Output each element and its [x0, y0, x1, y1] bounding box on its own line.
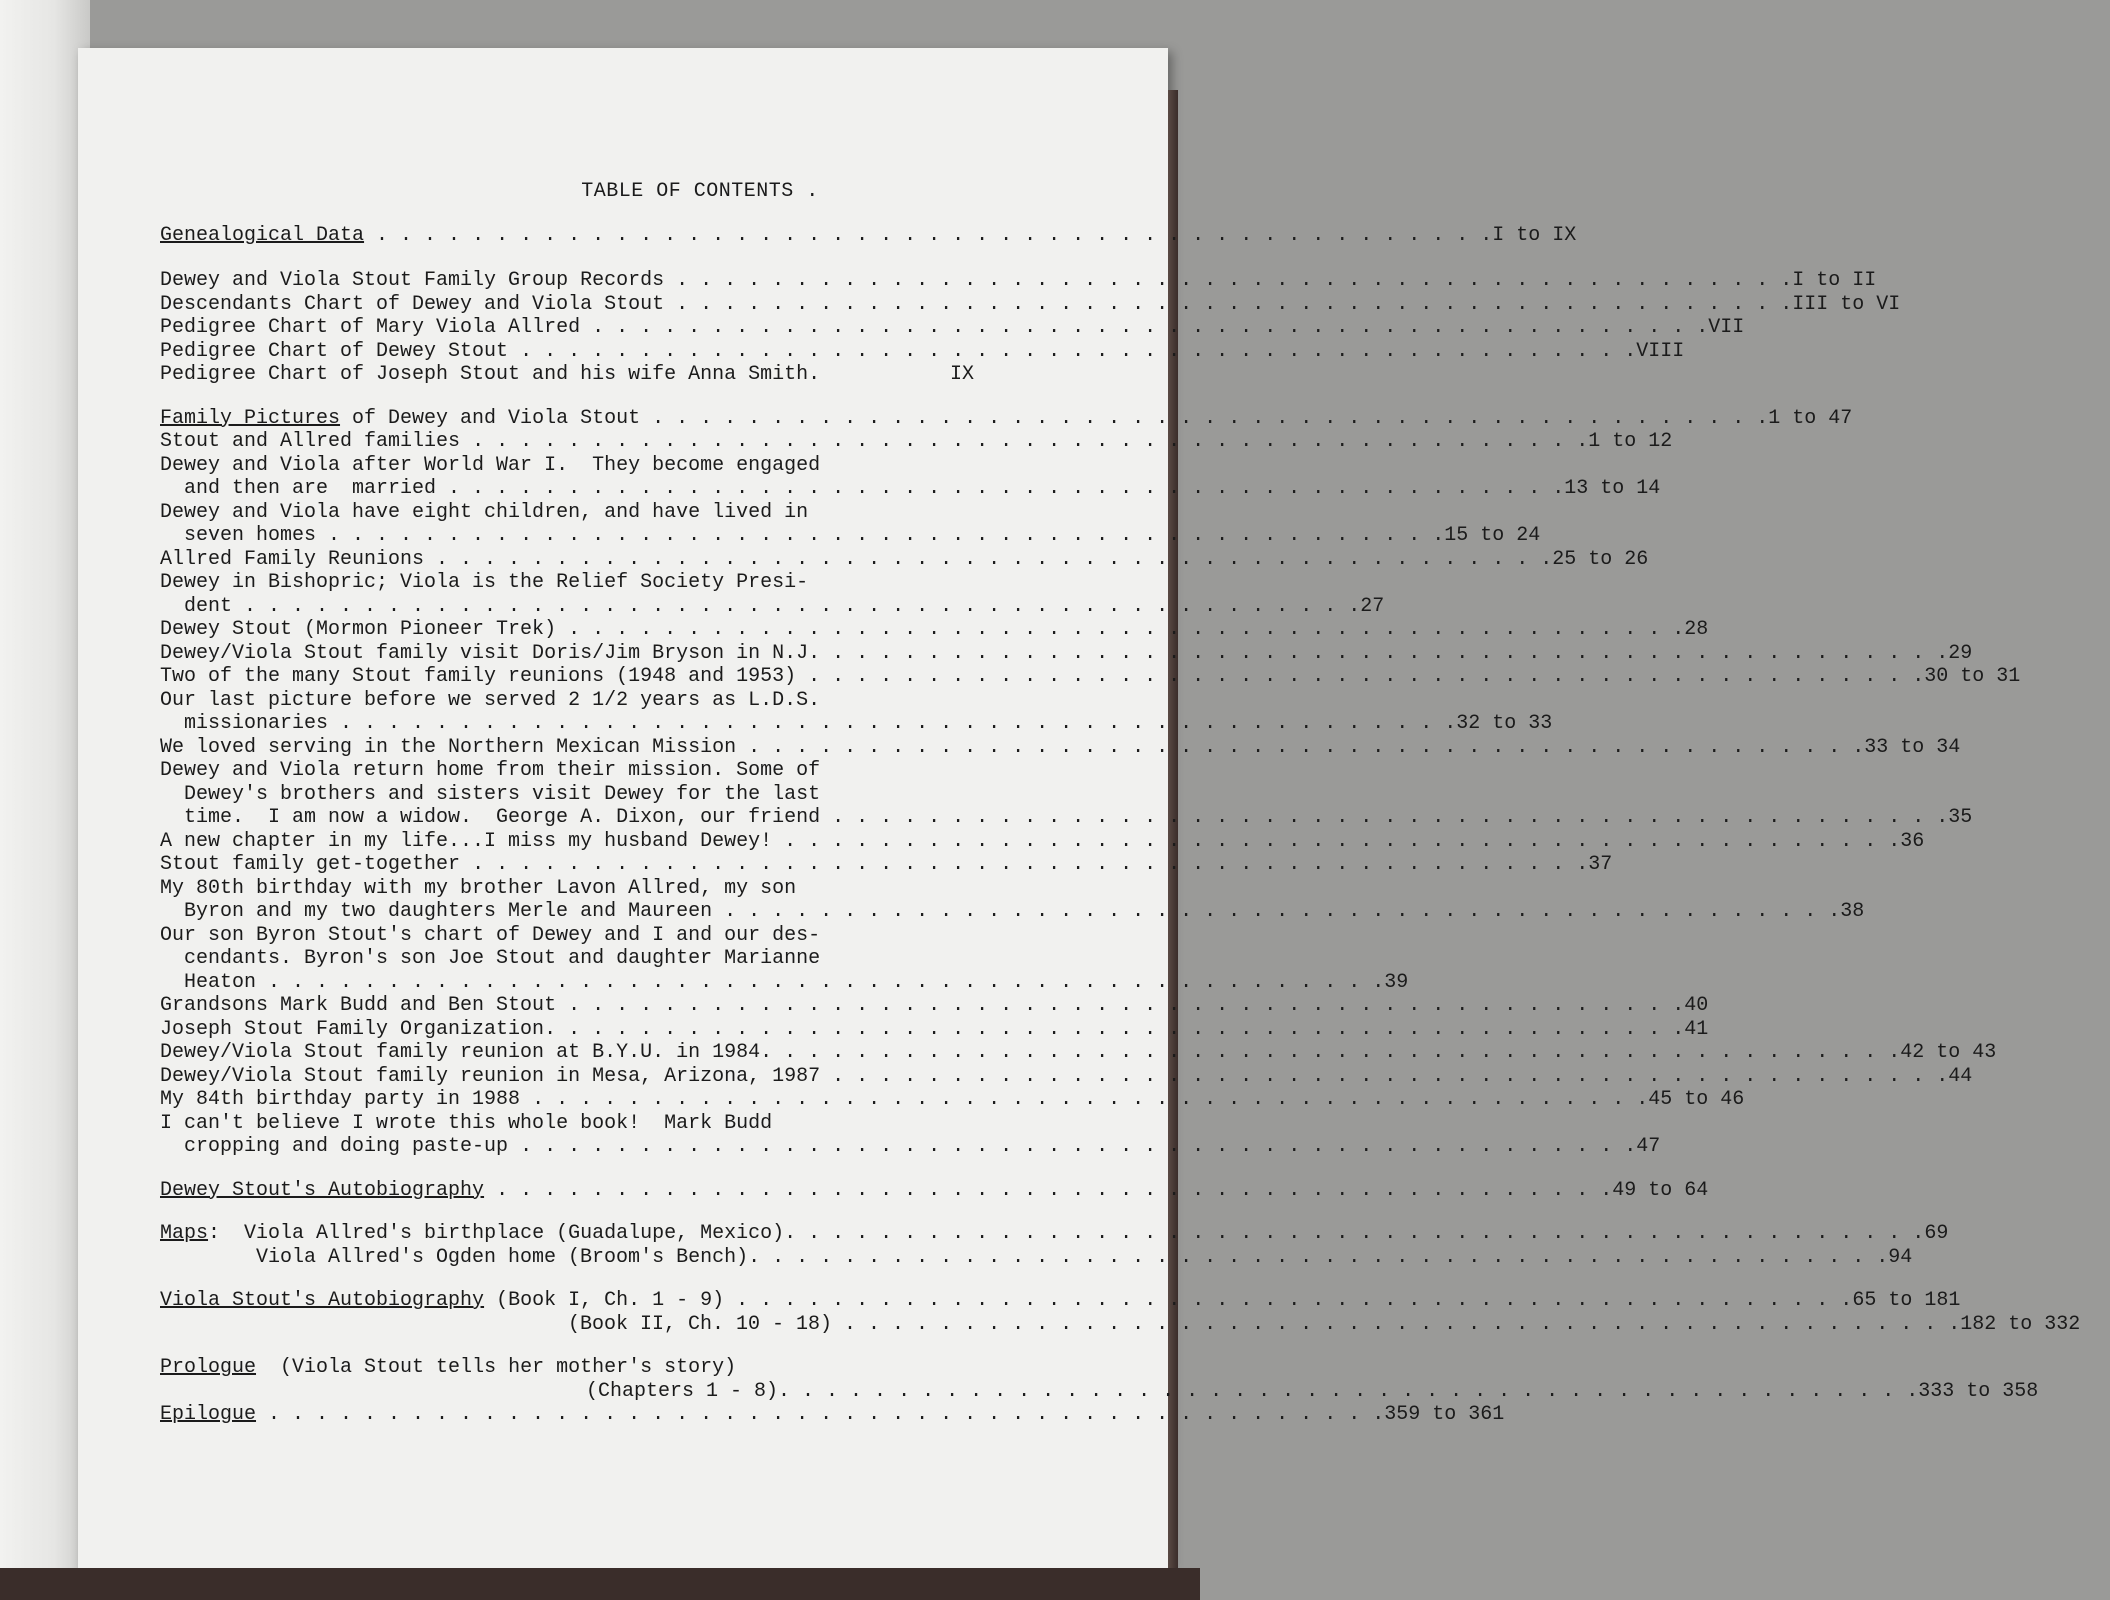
- entry-pages: 65 to 181: [1852, 1289, 1961, 1312]
- entry-text: Viola Allred's birthplace (Guadalupe, Mexico).: [244, 1222, 797, 1245]
- entry-text: Pedigree Chart of Joseph Stout and his wife Anna Smith.: [160, 363, 821, 386]
- entry-line: [160, 1041, 1997, 1065]
- section-heading: [160, 1356, 1100, 1380]
- entry-pages: III to VI: [1792, 292, 1901, 316]
- toc-entry: [160, 500, 1541, 548]
- toc-entry: [160, 1088, 1745, 1112]
- heading-label: Prologue: [160, 1356, 257, 1379]
- entry-text: Descendants Chart of Dewey and Viola Stout . . .: [160, 293, 1792, 317]
- section-heading: [160, 406, 1853, 431]
- entry-pages: 40: [1684, 994, 1709, 1017]
- entry-pages: 35: [1948, 806, 1973, 829]
- entry-text: I can't believe I wrote this whole book! Mark Budd: [160, 1111, 773, 1135]
- toc-entry: Maps: Viola Allred's birthplace (Guadalupe, Mexico). . . . 69: [160, 1222, 1100, 1246]
- heading-label: Dewey Stout's Autobiography: [160, 1178, 485, 1202]
- entry-pages: 47: [1636, 1135, 1661, 1158]
- entry-line: [160, 477, 1661, 501]
- heading-rest: (Viola Stout tells her mother's story): [280, 1356, 737, 1379]
- entry-line: [160, 994, 1709, 1018]
- entry-text: Dewey/Viola Stout family reunion at B.Y.U. in 1984. . . .: [160, 1041, 1900, 1065]
- toc-entry: [160, 363, 1100, 387]
- entry-text: Dewey in Bishopric; Viola is the Relief Society Presi-: [160, 571, 809, 594]
- toc-entry: [160, 1245, 1913, 1270]
- section-heading: [160, 1403, 1505, 1427]
- toc-entry: [160, 453, 1661, 501]
- entry-line: [160, 1017, 1709, 1042]
- entry-text: My 84th birthday party in 1988 . . .: [160, 1088, 1648, 1112]
- entry-line: [160, 547, 1649, 572]
- heading-label: Epilogue: [160, 1403, 257, 1426]
- toc-entry: [160, 292, 1901, 317]
- section-epilogue: [160, 1403, 1505, 1427]
- entry-text: Dewey/Viola Stout family reunion in Mesa, Arizona, 1987 . . .: [160, 1065, 1948, 1089]
- heading-pages: 49 to 64: [1612, 1178, 1709, 1202]
- section-heading: [160, 1178, 1709, 1203]
- entry-pages: 32 to 33: [1456, 712, 1553, 735]
- entry-text: Dewey and Viola after World War I. They become engaged: [160, 453, 821, 477]
- entry-line: [160, 970, 1409, 995]
- toc-entry: [160, 829, 1925, 854]
- entry-text: time. I am now a widow. George A. Dixon, our friend . . .: [160, 806, 1948, 830]
- entry-text: Our son Byron Stout's chart of Dewey and I and our des-: [160, 923, 821, 947]
- toc-entry: [160, 641, 1973, 666]
- entry-line: [160, 829, 1925, 854]
- heading-pages: 359 to 361: [1384, 1403, 1505, 1426]
- entry-text: Pedigree Chart of Mary Viola Allred . . .: [160, 316, 1708, 340]
- table-of-contents: [160, 180, 2081, 1427]
- toc-entry: [160, 735, 1961, 760]
- toc-entry: [160, 1041, 1997, 1065]
- entry-text: cendants. Byron's son Joe Stout and daughter Marianne: [184, 947, 821, 970]
- entry-text: Pedigree Chart of Dewey Stout . . .: [160, 340, 1636, 364]
- entry-line: [160, 735, 1961, 760]
- entry-line: [160, 501, 1100, 525]
- entry-text: Two of the many Stout family reunions (1948 and 1953) . . .: [160, 665, 1924, 689]
- section-heading: [160, 223, 1577, 248]
- entry-pages: 1 to 12: [1588, 430, 1673, 453]
- entry-text: My 80th birthday with my brother Lavon Allred, my son: [160, 876, 797, 900]
- toc-entry: [160, 547, 1649, 572]
- entry-text: A new chapter in my life...I miss my husband Dewey! . . .: [160, 830, 1900, 854]
- entry-line: [160, 947, 1100, 971]
- entry-text: Grandsons Mark Budd and Ben Stout . . .: [160, 994, 1684, 1018]
- section-family-pictures: [160, 406, 2021, 1159]
- entry-line: [160, 665, 2021, 689]
- entry-line: [160, 594, 1385, 619]
- entry-text: Dewey and Viola Stout Family Group Records . . .: [160, 269, 1792, 293]
- toc-entry: [160, 1379, 2039, 1404]
- entry-text: We loved serving in the Northern Mexican Mission . . .: [160, 736, 1864, 760]
- entry-line: [160, 759, 1100, 783]
- entry-text: Dewey's brothers and sisters visit Dewey for the last: [184, 782, 821, 806]
- heading-label: Genealogical Data: [160, 223, 365, 247]
- entry-line: [160, 524, 1541, 548]
- entry-line: [160, 712, 1553, 736]
- heading-pages: 1 to 47: [1768, 406, 1853, 430]
- entry-pages: VIII: [1636, 339, 1685, 363]
- toc-entry: [160, 430, 1673, 454]
- toc-entry: [160, 1312, 2081, 1337]
- heading-rest: of Dewey and Viola Stout: [340, 406, 641, 430]
- section-prologue: [160, 1356, 2039, 1403]
- entry-line: [160, 571, 1100, 595]
- toc-entry: [160, 665, 2021, 689]
- entry-text: Dewey and Viola have eight children, and have lived in: [160, 500, 809, 524]
- entry-text: Stout and Allred families . . .: [160, 430, 1588, 454]
- page-title: TABLE OF CONTENTS .: [581, 180, 819, 203]
- entry-text: seven homes . . .: [160, 524, 1444, 548]
- entry-pages: 13 to 14: [1564, 477, 1661, 500]
- entry-text: missionaries . . .: [160, 712, 1456, 736]
- entry-line: [160, 618, 1709, 642]
- heading-label: Maps: [160, 1222, 209, 1245]
- entry-pages: 30 to 31: [1924, 665, 2021, 688]
- entry-pages: IX: [950, 363, 975, 386]
- entry-pages: 36: [1900, 829, 1925, 853]
- toc-entry: [160, 618, 1709, 642]
- entry-line: [160, 641, 1973, 666]
- entry-line: [160, 454, 1100, 478]
- heading-label: Viola Stout's Autobiography: [160, 1289, 485, 1312]
- toc-entry: [160, 853, 1613, 877]
- section-viola-autobiography: [160, 1289, 2081, 1336]
- entry-pages: 27: [1360, 594, 1385, 618]
- toc-entry: [160, 1111, 1661, 1159]
- entry-pages: 182 to 332: [1960, 1312, 2081, 1336]
- entry-text: Dewey and Viola return home from their mission. Some of: [160, 759, 821, 782]
- entry-pages: I to II: [1792, 269, 1877, 292]
- entry-pages: 44: [1948, 1064, 1973, 1088]
- entry-pages: 33 to 34: [1864, 735, 1961, 759]
- toc-entry: [160, 339, 1685, 364]
- entry-text: Our last picture before we served 2 1/2 years as L.D.S.: [160, 688, 821, 712]
- heading-pages: I to IX: [1492, 223, 1577, 247]
- entry-pages: VII: [1708, 316, 1745, 339]
- entry-text: cropping and doing paste-up . . .: [160, 1135, 1636, 1159]
- entry-text: Joseph Stout Family Organization. . . .: [160, 1018, 1684, 1042]
- entry-line: [160, 1088, 1745, 1112]
- entry-line: [160, 430, 1673, 454]
- entry-line: [160, 783, 1100, 807]
- toc-entry: [160, 571, 1385, 618]
- entry-line: [160, 1112, 1100, 1136]
- entry-pages: 45 to 46: [1648, 1088, 1745, 1111]
- entry-text: Viola Allred's Ogden home (Broom's Bench). . . .: [160, 1246, 1888, 1270]
- table-surface: [0, 1568, 1200, 1600]
- toc-entry: [160, 316, 1745, 340]
- entry-text: and then are married . . .: [160, 477, 1564, 501]
- entry-line: [160, 1135, 1661, 1159]
- facing-page-edge: [0, 0, 90, 1600]
- toc-entry: [160, 688, 1553, 736]
- entry-pages: 42 to 43: [1900, 1041, 1997, 1064]
- entry-text: Stout family get-together . . .: [160, 853, 1588, 877]
- section-maps: [160, 1222, 1949, 1269]
- entry-line: [160, 900, 1865, 924]
- entry-pages: 94: [1888, 1245, 1913, 1269]
- entry-text: dent . . .: [160, 595, 1360, 619]
- toc-entry: [160, 269, 1877, 293]
- entry-pages: 28: [1684, 618, 1709, 641]
- entry-pages: 15 to 24: [1444, 524, 1541, 547]
- entry-text: Dewey Stout (Mormon Pioneer Trek) . . .: [160, 618, 1684, 642]
- entry-text: Byron and my two daughters Merle and Maureen . . .: [160, 900, 1840, 924]
- entry-text: Heaton . . .: [160, 971, 1384, 995]
- entry-text: (Book I, Ch. 1 - 9): [496, 1289, 725, 1312]
- toc-entry: [160, 1289, 1961, 1313]
- toc-entry: [160, 1017, 1709, 1042]
- entry-pages: 38: [1840, 900, 1865, 923]
- entry-text: (Chapters 1 - 8). . . .: [160, 1380, 1918, 1404]
- entry-line: [160, 1064, 1973, 1089]
- entry-pages: 39: [1384, 970, 1409, 994]
- entry-pages: 41: [1684, 1017, 1709, 1041]
- toc-entry: [160, 759, 1973, 830]
- entry-pages: 29: [1948, 641, 1973, 665]
- entry-pages: 25 to 26: [1552, 547, 1649, 571]
- toc-entry: [160, 1064, 1973, 1089]
- entry-pages: 69: [1924, 1222, 1949, 1245]
- section-dewey-autobiography: [160, 1178, 1709, 1203]
- entry-line: [160, 924, 1100, 948]
- entry-line: [160, 806, 1973, 830]
- heading-label: Family Pictures: [160, 406, 341, 430]
- entry-text: Allred Family Reunions . . .: [160, 548, 1552, 572]
- toc-entry: [160, 994, 1709, 1018]
- entry-text: Dewey/Viola Stout family visit Doris/Jim Bryson in N.J. . . .: [160, 642, 1948, 666]
- entry-pages: 333 to 358: [1918, 1379, 2039, 1403]
- entry-line: [160, 877, 1100, 901]
- toc-entry: [160, 923, 1409, 995]
- entry-pages: 37: [1588, 853, 1613, 876]
- entry-text: (Book II, Ch. 10 - 18) . . .: [160, 1313, 1960, 1337]
- pictures-entry-list: [160, 430, 2021, 1159]
- toc-entry: [160, 876, 1865, 924]
- entry-line: [160, 853, 1613, 877]
- entry-line: [160, 689, 1100, 713]
- section-genealogical-data: [160, 223, 1901, 387]
